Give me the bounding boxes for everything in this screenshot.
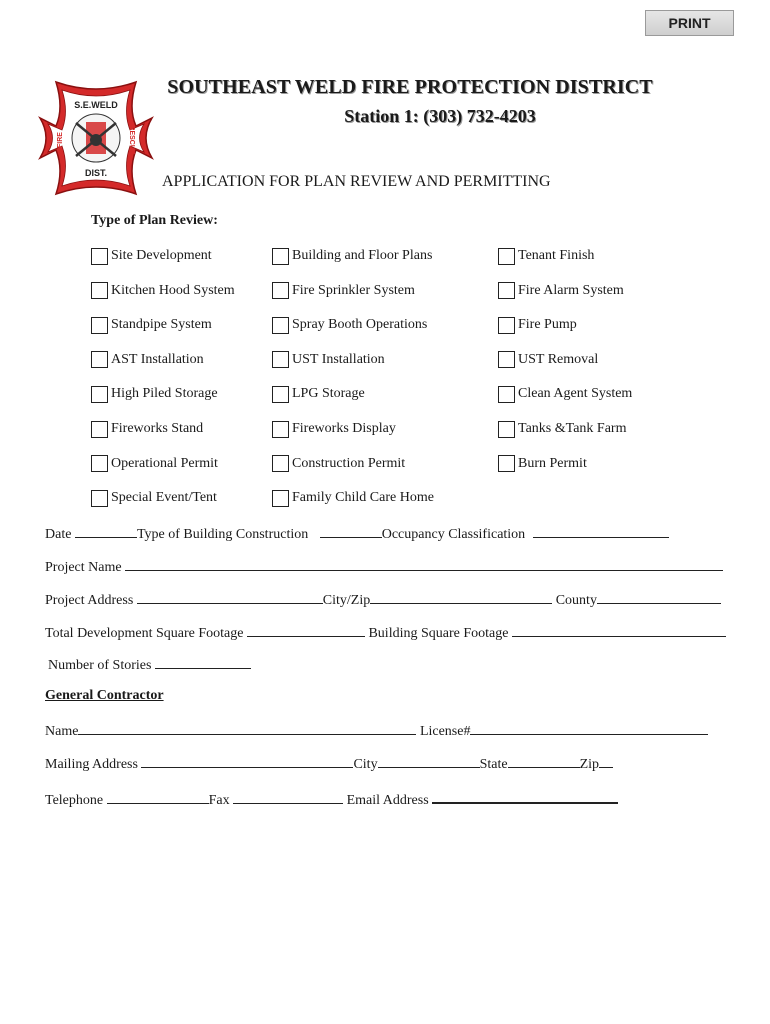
plan-option-checkbox[interactable] bbox=[91, 490, 108, 507]
contractor-name-label: Name bbox=[45, 724, 79, 739]
plan-option-checkbox[interactable] bbox=[272, 351, 289, 368]
date-field[interactable] bbox=[75, 524, 137, 538]
logo-top-text: S.E.WELD bbox=[74, 100, 118, 110]
plan-option-label: Tanks &Tank Farm bbox=[518, 421, 627, 436]
plan-option-label: Fire Alarm System bbox=[518, 282, 624, 298]
square-footage-row bbox=[45, 623, 726, 642]
email-field[interactable] bbox=[432, 789, 618, 804]
logo-bottom-text: DIST. bbox=[84, 168, 108, 178]
project-name-field[interactable] bbox=[125, 557, 723, 571]
plan-option[interactable] bbox=[91, 246, 212, 266]
plan-option[interactable] bbox=[91, 350, 204, 370]
logo-ribbon-text: COLORADO bbox=[81, 182, 111, 188]
plan-option-checkbox[interactable] bbox=[272, 455, 289, 472]
total-sqft-field[interactable] bbox=[247, 623, 365, 637]
general-contractor-heading: General Contractor bbox=[45, 688, 164, 703]
plan-option[interactable] bbox=[272, 350, 385, 370]
plan-option-label: Fireworks Display bbox=[292, 421, 396, 436]
plan-option-label: Building and Floor Plans bbox=[292, 248, 433, 263]
plan-option[interactable] bbox=[272, 488, 434, 508]
plan-option[interactable] bbox=[91, 315, 212, 335]
plan-option[interactable] bbox=[498, 419, 626, 439]
plan-option-checkbox[interactable] bbox=[498, 351, 515, 368]
plan-option-label: LPG Storage bbox=[292, 386, 365, 402]
plan-option[interactable] bbox=[272, 454, 405, 474]
state-field[interactable] bbox=[508, 754, 580, 768]
city-zip-field[interactable] bbox=[370, 590, 552, 604]
building-construction-field[interactable] bbox=[320, 524, 382, 538]
plan-option-checkbox[interactable] bbox=[91, 455, 108, 472]
total-sqft-label: Total Development Square Footage bbox=[45, 626, 244, 641]
plan-option-label: Special Event/Tent bbox=[111, 490, 217, 506]
mailing-address-row bbox=[45, 754, 613, 773]
contractor-name-field[interactable] bbox=[78, 721, 416, 735]
project-address-row bbox=[45, 590, 721, 609]
plan-review-label: Type of Plan Review: bbox=[91, 213, 218, 228]
stories-label: Number of Stories bbox=[48, 658, 152, 673]
occupancy-field[interactable] bbox=[533, 524, 669, 538]
plan-option-checkbox[interactable] bbox=[498, 248, 515, 265]
plan-option-label: Construction Permit bbox=[292, 455, 406, 471]
plan-option[interactable] bbox=[498, 315, 577, 335]
plan-option-checkbox[interactable] bbox=[272, 317, 289, 334]
building-sqft-label: Building Square Footage bbox=[368, 626, 509, 641]
print-button[interactable]: PRINT bbox=[645, 10, 734, 36]
project-name-label: Project Name bbox=[45, 560, 122, 575]
email-label: Email Address bbox=[346, 793, 429, 808]
plan-option-label: Standpipe System bbox=[111, 317, 212, 333]
plan-option-checkbox[interactable] bbox=[91, 421, 108, 438]
zip-label: Zip bbox=[579, 757, 600, 772]
project-address-field[interactable] bbox=[137, 590, 323, 604]
license-label: License# bbox=[419, 724, 471, 739]
plan-option-checkbox[interactable] bbox=[272, 421, 289, 438]
plan-option[interactable] bbox=[498, 246, 594, 266]
plan-option-checkbox[interactable] bbox=[91, 282, 108, 299]
plan-option-label: UST Installation bbox=[292, 351, 385, 367]
stories-field[interactable] bbox=[155, 655, 251, 669]
zip-field[interactable] bbox=[599, 754, 613, 768]
plan-option-label: Fire Sprinkler System bbox=[292, 282, 415, 298]
plan-option[interactable] bbox=[272, 246, 432, 266]
plan-option-label: Fire Pump bbox=[518, 317, 577, 333]
plan-option[interactable] bbox=[272, 384, 365, 404]
plan-option[interactable] bbox=[498, 281, 624, 301]
application-title: APPLICATION FOR PLAN REVIEW AND PERMITTING bbox=[162, 173, 551, 190]
plan-option-checkbox[interactable] bbox=[498, 386, 515, 403]
stories-row bbox=[48, 655, 251, 674]
district-title: SOUTHEAST WELD FIRE PROTECTION DISTRICT bbox=[167, 76, 653, 98]
plan-option-checkbox[interactable] bbox=[498, 455, 515, 472]
plan-option-label: Operational Permit bbox=[111, 455, 218, 471]
plan-option-label: Clean Agent System bbox=[518, 386, 633, 402]
plan-option[interactable] bbox=[91, 454, 218, 474]
date-label: Date bbox=[45, 527, 72, 542]
fax-label: Fax bbox=[208, 793, 230, 808]
license-field[interactable] bbox=[470, 721, 708, 735]
plan-option[interactable] bbox=[272, 315, 427, 335]
telephone-label: Telephone bbox=[45, 793, 104, 808]
plan-option-label: Site Development bbox=[111, 248, 212, 263]
plan-option-checkbox[interactable] bbox=[91, 386, 108, 403]
plan-option-label: Burn Permit bbox=[518, 455, 587, 471]
plan-option[interactable] bbox=[91, 281, 235, 301]
plan-option-label: Family Child Care Home bbox=[292, 490, 434, 506]
plan-option[interactable] bbox=[272, 419, 396, 439]
telephone-row bbox=[45, 789, 618, 809]
contractor-name-row bbox=[45, 721, 708, 740]
date-construction-row bbox=[45, 524, 669, 543]
fax-field[interactable] bbox=[233, 790, 343, 804]
mailing-address-label: Mailing Address bbox=[45, 757, 138, 772]
plan-option-checkbox[interactable] bbox=[91, 248, 108, 265]
plan-option-checkbox[interactable] bbox=[498, 421, 515, 438]
plan-option-label: Fireworks Stand bbox=[111, 421, 204, 436]
plan-option-checkbox[interactable] bbox=[498, 317, 515, 334]
occupancy-label: Occupancy Classification bbox=[381, 527, 526, 542]
plan-option-label: UST Removal bbox=[518, 351, 599, 367]
plan-option-checkbox[interactable] bbox=[91, 317, 108, 334]
plan-option[interactable] bbox=[91, 488, 217, 508]
station-phone: Station 1: (303) 732-4203 bbox=[344, 106, 536, 126]
state-label: State bbox=[479, 757, 508, 772]
plan-option-checkbox[interactable] bbox=[272, 386, 289, 403]
plan-option-checkbox[interactable] bbox=[272, 282, 289, 299]
plan-option[interactable] bbox=[272, 281, 415, 301]
plan-option-checkbox[interactable] bbox=[498, 282, 515, 299]
logo-left-text: FIRE bbox=[57, 132, 64, 148]
plan-option[interactable] bbox=[498, 350, 598, 370]
telephone-field[interactable] bbox=[107, 790, 209, 804]
plan-option-label: Tenant Finish bbox=[518, 248, 595, 263]
city-zip-label: City/Zip bbox=[322, 593, 371, 608]
plan-option[interactable] bbox=[91, 419, 203, 439]
plan-option[interactable] bbox=[498, 454, 587, 474]
plan-option-label: AST Installation bbox=[111, 351, 204, 367]
project-name-row bbox=[45, 557, 723, 576]
county-field[interactable] bbox=[597, 590, 721, 604]
building-construction-label: Type of Building Construction bbox=[136, 527, 309, 542]
plan-option-checkbox[interactable] bbox=[272, 248, 289, 265]
mailing-address-field[interactable] bbox=[141, 754, 353, 768]
building-sqft-field[interactable] bbox=[512, 623, 726, 637]
county-label: County bbox=[555, 593, 597, 608]
plan-option-label: Spray Booth Operations bbox=[292, 317, 428, 333]
plan-option-label: High Piled Storage bbox=[111, 386, 218, 402]
plan-option[interactable] bbox=[498, 384, 632, 404]
plan-option-checkbox[interactable] bbox=[91, 351, 108, 368]
plan-option-label: Kitchen Hood System bbox=[111, 282, 235, 298]
logo-right-text: RESCUE bbox=[128, 125, 135, 155]
project-address-label: Project Address bbox=[45, 593, 134, 608]
city-label: City bbox=[353, 757, 378, 772]
city-field[interactable] bbox=[378, 754, 480, 768]
plan-option[interactable] bbox=[91, 384, 218, 404]
plan-option-checkbox[interactable] bbox=[272, 490, 289, 507]
